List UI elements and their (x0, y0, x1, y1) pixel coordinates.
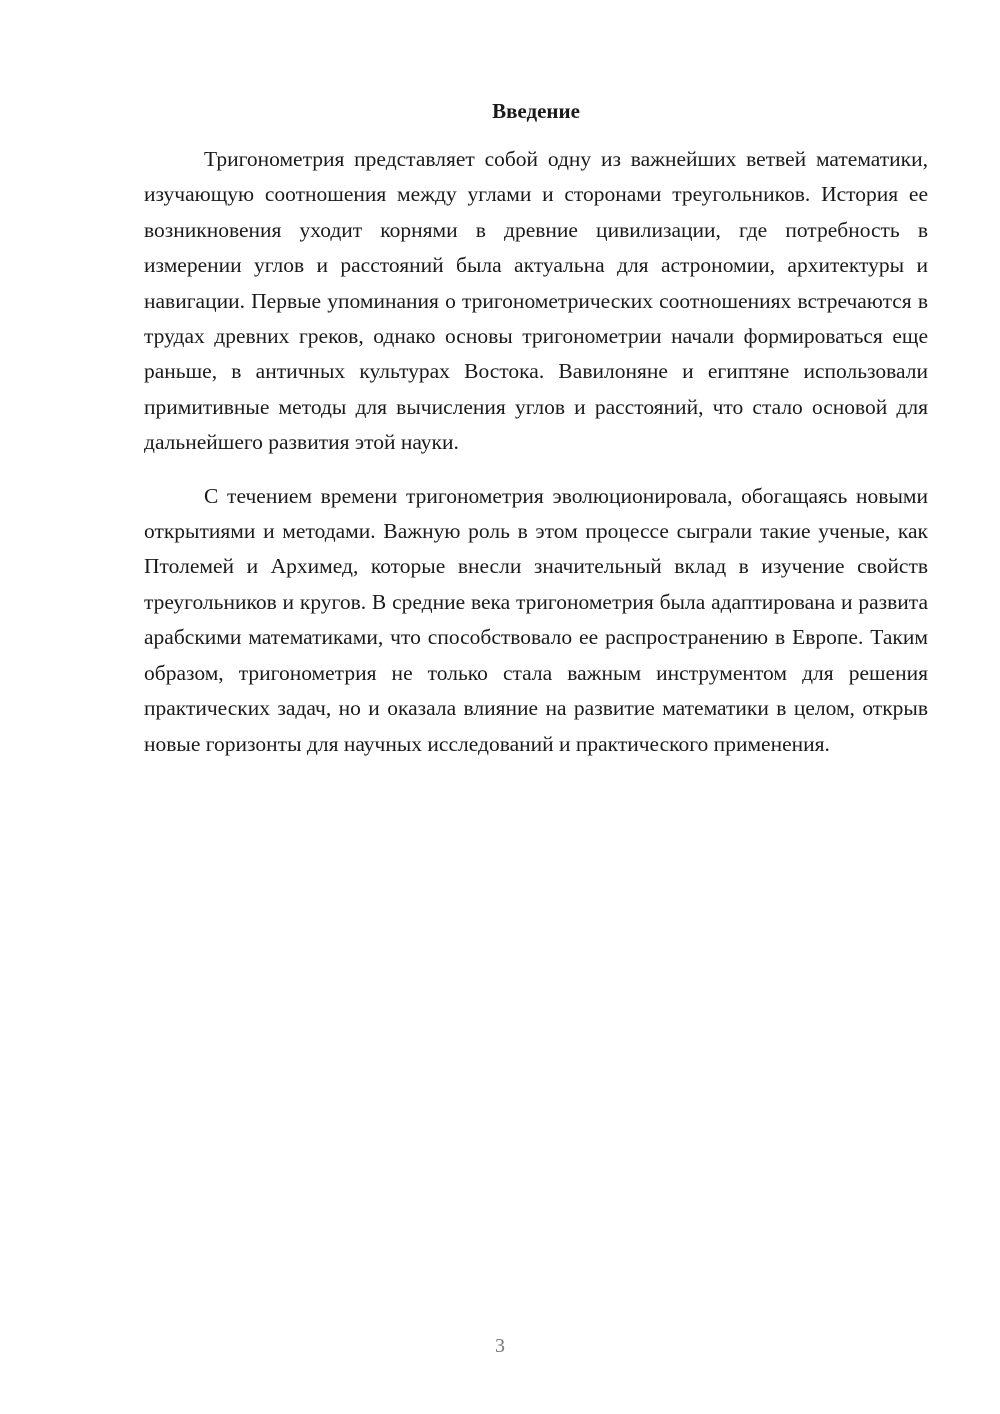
paragraph-2: С течением времени тригонометрия эволюционировала, обогащаясь новыми открытиями и методами. Важную роль в этом процессе сыграли такие ученые, как Птолемей и Архимед, которые внесли значительный вклад в изучение свойств треугольников и кругов. В средние века тригонометрия была адаптирована и развита арабскими математиками, что способствовало ее распространению в Европе. Таким образом, тригонометрия не только стала важным инструментом для решения практических задач, но и оказала влияние на развитие математики в целом, открыв новые горизонты для научных исследований и практического применения. (144, 483, 928, 756)
page-title: Введение (492, 99, 580, 123)
page-number: 3 (495, 1335, 505, 1357)
body-text (144, 142, 928, 780)
paragraph-1: Тригонометрия представляет собой одну из важнейших ветвей математики, изучающую соотношения между углами и сторонами треугольников. История ее возникновения уходит корнями в древние цивилизации, где потребность в измерении углов и расстояний была актуальна для астрономии, архитектуры и навигации. Первые упоминания о тригонометрических соотношениях встречаются в трудах древних греков, однако основы тригонометрии начали формироваться еще раньше, в античных культурах Востока. Вавилоняне и египтяне использовали примитивные методы для вычисления углов и расстояний, что стало основой для дальнейшего развития этой науки. (144, 147, 928, 455)
